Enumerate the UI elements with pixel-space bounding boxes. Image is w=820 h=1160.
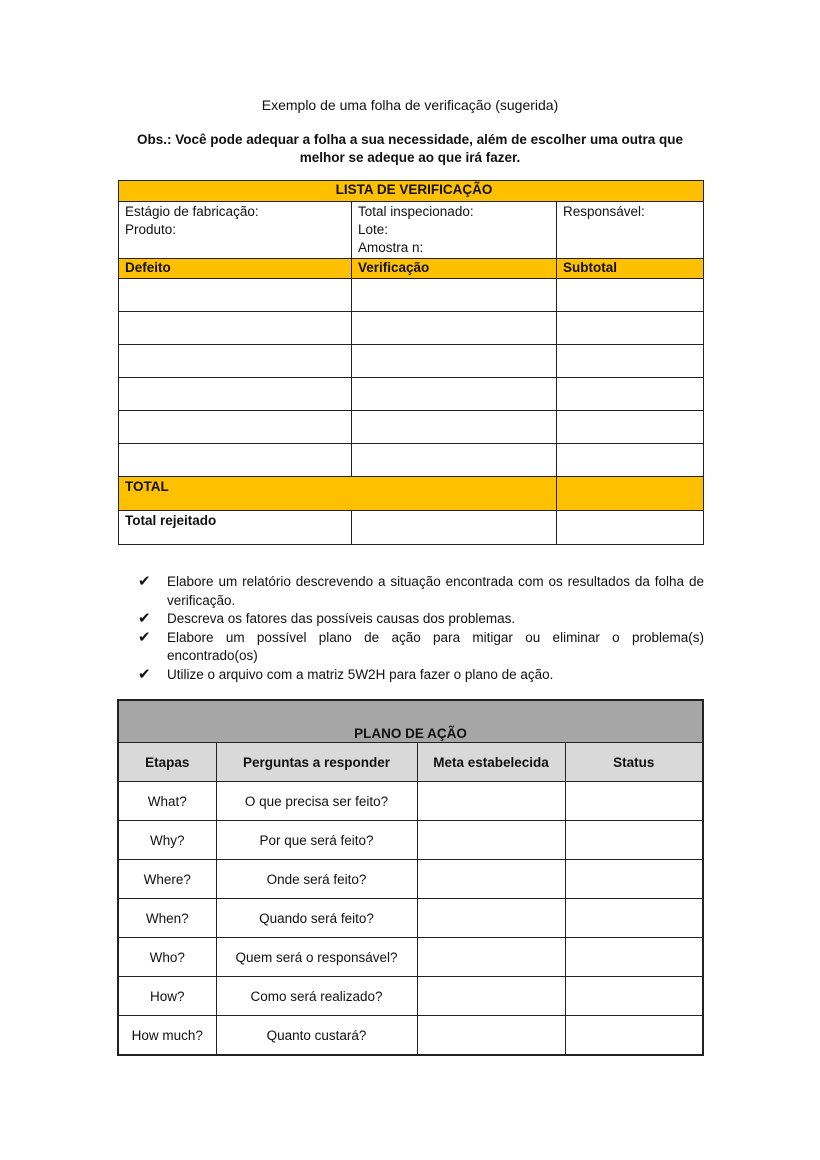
table-row xyxy=(119,312,704,345)
status-cell[interactable] xyxy=(565,977,703,1016)
checkmark-icon: ✔ xyxy=(138,610,151,627)
total-value-cell[interactable] xyxy=(557,477,704,511)
total-inspecionado-label: Total inspecionado: xyxy=(358,204,474,219)
verificacao-cell[interactable] xyxy=(352,378,557,411)
defeito-cell[interactable] xyxy=(119,345,352,378)
pergunta-cell: Onde será feito? xyxy=(216,860,417,899)
checklist-info-production[interactable] xyxy=(119,202,352,259)
subtotal-cell[interactable] xyxy=(557,279,704,312)
etapa-cell: When? xyxy=(118,899,216,938)
total-rejeitado-subtotal-cell[interactable] xyxy=(557,511,704,545)
status-cell[interactable] xyxy=(565,938,703,977)
total-rejeitado-label: Total rejeitado xyxy=(119,511,352,545)
table-row xyxy=(118,860,703,899)
checklist-header: LISTA DE VERIFICAÇÃO xyxy=(119,181,704,202)
checkmark-icon: ✔ xyxy=(138,573,151,590)
verificacao-cell[interactable] xyxy=(352,312,557,345)
total-rejeitado-verificacao-cell[interactable] xyxy=(352,511,557,545)
table-row xyxy=(119,444,704,477)
observation-note: Obs.: Você pode adequar a folha a sua necessidade, além de escolher uma outra que melhor se adeque ao que irá fazer. xyxy=(137,132,683,165)
table-row xyxy=(118,899,703,938)
meta-cell[interactable] xyxy=(417,782,565,821)
amostra-label: Amostra n: xyxy=(358,240,424,255)
instruction-text: Descreva os fatores das possíveis causas dos problemas. xyxy=(167,611,516,626)
meta-cell[interactable] xyxy=(417,860,565,899)
subtotal-cell[interactable] xyxy=(557,345,704,378)
column-subtotal: Subtotal xyxy=(557,259,704,279)
verificacao-cell[interactable] xyxy=(352,444,557,477)
checklist-table xyxy=(118,180,704,545)
table-row xyxy=(118,821,703,860)
pergunta-cell: O que precisa ser feito? xyxy=(216,782,417,821)
etapa-cell: Why? xyxy=(118,821,216,860)
instructions-list xyxy=(138,573,704,684)
defeito-cell[interactable] xyxy=(119,378,352,411)
list-item xyxy=(138,666,704,685)
defeito-cell[interactable] xyxy=(119,279,352,312)
instruction-text: Elabore um relatório descrevendo a situação encontrada com os resultados da folha de verificação. xyxy=(167,574,704,608)
checklist-info-responsible[interactable] xyxy=(557,202,704,259)
responsavel-label: Responsável: xyxy=(563,204,645,219)
column-perguntas: Perguntas a responder xyxy=(216,743,417,782)
pergunta-cell: Por que será feito? xyxy=(216,821,417,860)
table-row xyxy=(119,378,704,411)
total-label: TOTAL xyxy=(119,477,557,511)
etapa-cell: Who? xyxy=(118,938,216,977)
etapa-cell: Where? xyxy=(118,860,216,899)
checkmark-icon: ✔ xyxy=(138,628,151,646)
defeito-cell[interactable] xyxy=(119,444,352,477)
verificacao-cell[interactable] xyxy=(352,411,557,444)
table-row xyxy=(119,345,704,378)
subtotal-cell[interactable] xyxy=(557,411,704,444)
subtotal-cell[interactable] xyxy=(557,378,704,411)
action-plan-table xyxy=(117,699,704,1056)
list-item xyxy=(138,629,704,666)
table-row xyxy=(118,977,703,1016)
table-row xyxy=(119,411,704,444)
lote-label: Lote: xyxy=(358,222,389,237)
etapa-cell: What? xyxy=(118,782,216,821)
instruction-text: Utilize o arquivo com a matriz 5W2H para fazer o plano de ação. xyxy=(167,666,554,682)
status-cell[interactable] xyxy=(565,899,703,938)
table-row xyxy=(118,938,703,977)
column-status: Status xyxy=(565,743,703,782)
meta-cell[interactable] xyxy=(417,821,565,860)
list-item xyxy=(138,610,704,629)
produto-label: Produto: xyxy=(125,222,177,237)
column-etapas: Etapas xyxy=(118,743,216,782)
defeito-cell[interactable] xyxy=(119,411,352,444)
column-verificacao: Verificação xyxy=(352,259,557,279)
meta-cell[interactable] xyxy=(417,899,565,938)
subtotal-cell[interactable] xyxy=(557,312,704,345)
status-cell[interactable] xyxy=(565,821,703,860)
verificacao-cell[interactable] xyxy=(352,345,557,378)
table-row xyxy=(118,782,703,821)
status-cell[interactable] xyxy=(565,860,703,899)
meta-cell[interactable] xyxy=(417,1016,565,1056)
table-row xyxy=(119,279,704,312)
document-title: Exemplo de uma folha de verificação (sugerida) xyxy=(261,97,559,113)
pergunta-cell: Quanto custará? xyxy=(216,1016,417,1056)
estagio-label: Estágio de fabricação: xyxy=(125,204,259,219)
defeito-cell[interactable] xyxy=(119,312,352,345)
pergunta-cell: Quando será feito? xyxy=(216,899,417,938)
instruction-text: Elabore um possível plano de ação para mitigar ou eliminar o problema(s) encontrado(os) xyxy=(167,629,704,663)
status-cell[interactable] xyxy=(565,1016,703,1056)
pergunta-cell: Como será realizado? xyxy=(216,977,417,1016)
meta-cell[interactable] xyxy=(417,977,565,1016)
meta-cell[interactable] xyxy=(417,938,565,977)
checkmark-icon: ✔ xyxy=(138,665,151,683)
checklist-info-inspection[interactable] xyxy=(352,202,557,259)
column-defeito: Defeito xyxy=(119,259,352,279)
table-row xyxy=(118,1016,703,1056)
status-cell[interactable] xyxy=(565,782,703,821)
verificacao-cell[interactable] xyxy=(352,279,557,312)
column-meta: Meta estabelecida xyxy=(417,743,565,782)
action-plan-header: PLANO DE AÇÃO xyxy=(118,700,703,743)
etapa-cell: How much? xyxy=(118,1016,216,1056)
pergunta-cell: Quem será o responsável? xyxy=(216,938,417,977)
etapa-cell: How? xyxy=(118,977,216,1016)
list-item xyxy=(138,573,704,610)
subtotal-cell[interactable] xyxy=(557,444,704,477)
